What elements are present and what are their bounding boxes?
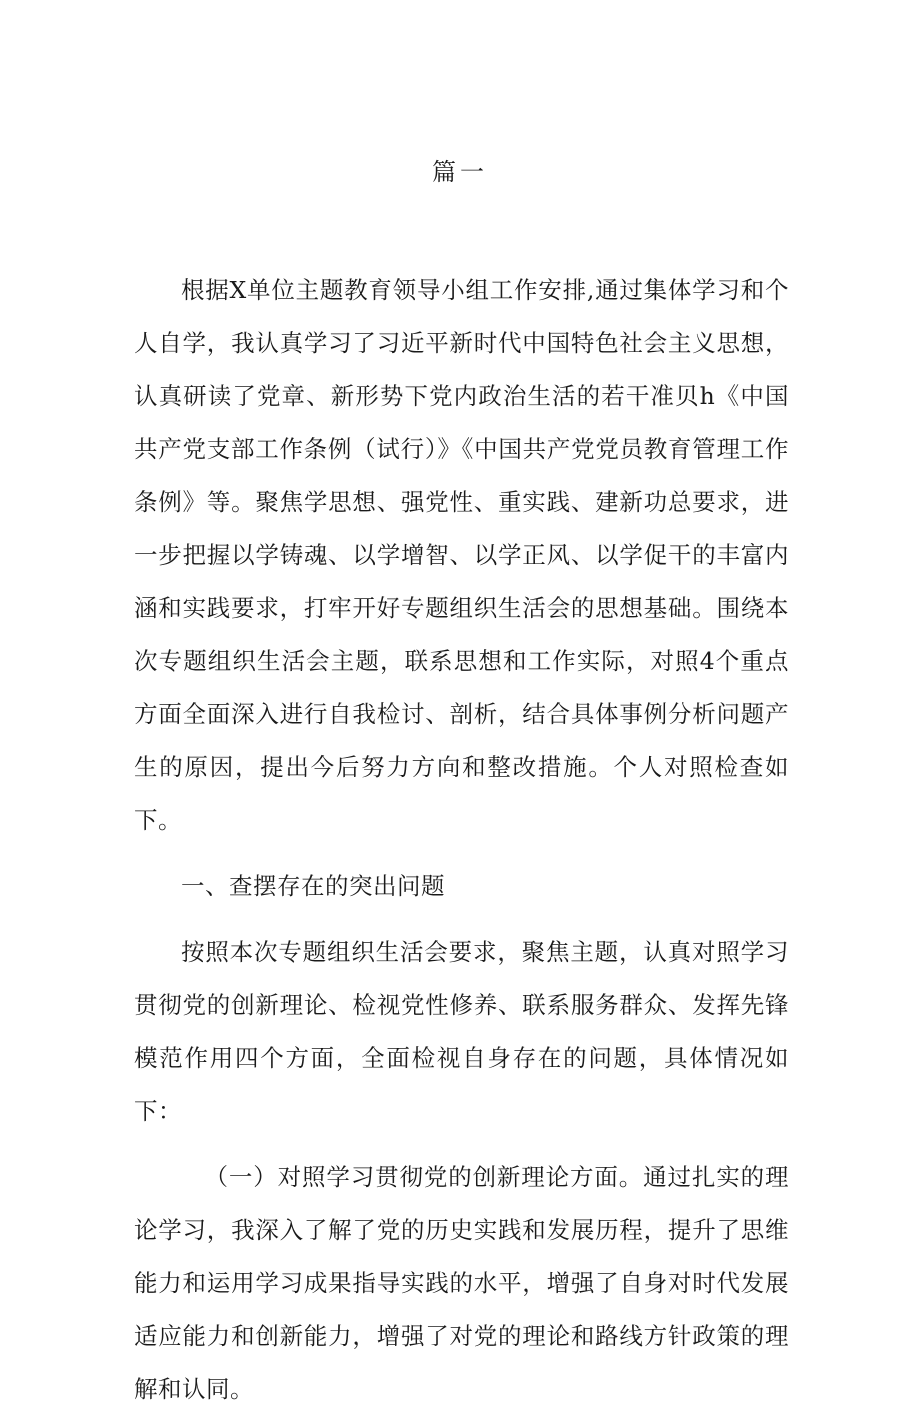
section-heading: 一、查摆存在的突出问题 [181,872,445,900]
subsection-paragraph: （一）对照学习贯彻党的创新理论方面。通过扎实的理论学习，我深入了解了党的历史实践和发展历程，提升了思维能力和运用学习成果指导实践的水平，增强了自身对时代发展适应能力和创新能力，增强了对党的理论和路线方针政策的理解和认同。 [134,1163,789,1403]
section-paragraph: 按照本次专题组织生活会要求，聚焦主题，认真对照学习贯彻党的创新理论、检视党性修养、联系服务群众、发挥先锋模范作用四个方面，全面检视自身存在的问题，具体情况如下： [134,938,789,1125]
document-body [134,264,789,1416]
spacer [134,913,789,926]
intro-paragraph: 根据X单位主题教育领导小组工作安排,通过集体学习和个人自学，我认真学习了习近平新时代中国特色社会主义思想，认真研读了党章、新形势下党内政治生活的若干准贝h《中国共产党支部工作条例（试行）》《中国共产党党员教育管理工作条例》等。聚焦学思想、强党性、重实践、建新功总要求，进一步把握以学铸魂、以学增智、以学正风、以学促干的丰富内涵和实践要求，打牢开好专题组织生活会的思想基础。围绕本次专题组织生活会主题，联系思想和工作实际，对照4个重点方面全面深入进行自我检讨、剖析，结合具体事例分析问题产生的原因，提出今后努力方向和整改措施。个人对照检查如下。 [134,276,789,834]
spacer [134,1138,789,1151]
document-title: 篇一 [432,158,488,186]
spacer [134,847,789,860]
